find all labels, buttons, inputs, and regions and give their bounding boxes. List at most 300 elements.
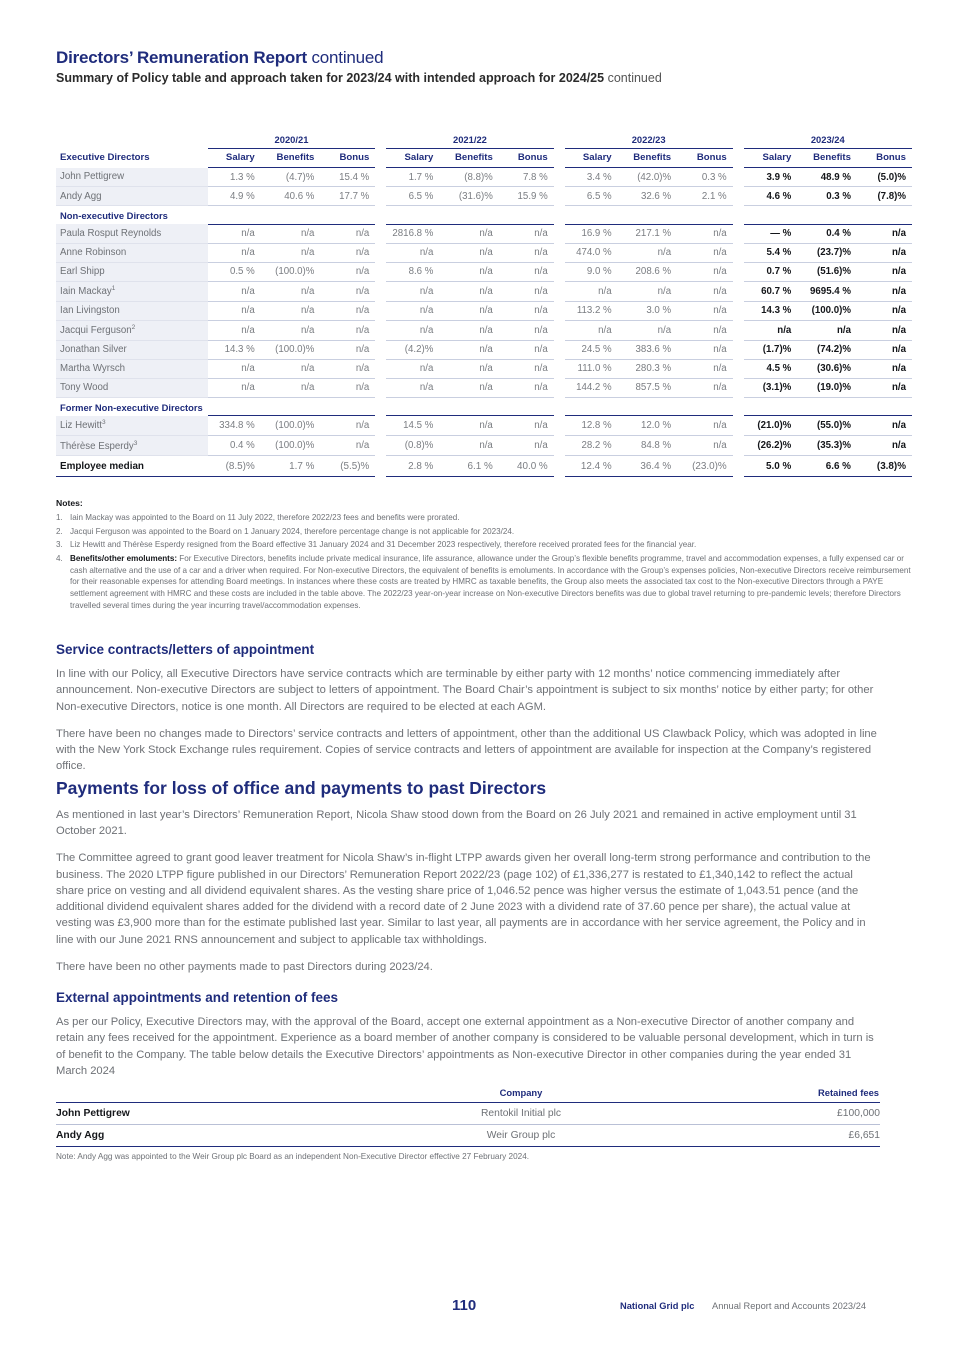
year-header-2020-21: 2020/21 [208,134,376,149]
cell-value: (30.6)% [797,359,857,378]
cell-value: n/a [677,320,733,340]
column-gap [733,456,744,477]
column-gap [733,359,744,378]
cell-value: n/a [565,281,618,301]
director-name: Tony Wood [56,378,208,397]
external-appointments-heading: External appointments and retention of fees [56,990,339,1005]
column-gap [375,243,386,262]
page-subtitle-main: Summary of Policy table and approach taken for 2023/24 with intended approach for 2024/25 [56,71,605,86]
cell-value: n/a [208,224,261,243]
year-header-2021-22: 2021/22 [386,134,554,149]
cell-value: 16.9 % [565,224,618,243]
column-gap [554,416,565,436]
cell-value: n/a [261,378,321,397]
page-title-main: Directors’ Remuneration Report [56,48,307,67]
cell-value: 40.0 % [499,456,554,477]
cell-value: n/a [677,243,733,262]
column-gap [375,456,386,477]
column-gap [554,149,565,168]
cell-value: n/a [439,301,498,320]
cell-value: 9695.4 % [797,281,857,301]
column-gap [733,281,744,301]
column-gap [733,416,744,436]
cell-value: n/a [386,359,439,378]
cell-value: n/a [439,224,498,243]
cell-value: n/a [439,320,498,340]
cell-value: 12.4 % [565,456,618,477]
table-row [56,262,912,281]
table-row [56,359,912,378]
external-appointments-table [56,1086,880,1147]
column-gap [733,397,744,416]
cell-value: 14.3 % [208,340,261,359]
table-total-row [56,456,912,477]
cell-value: n/a [618,281,677,301]
table-row [56,436,912,456]
cell-value: (1.7)% [744,340,798,359]
cell-value: n/a [320,340,375,359]
table-section-heading-row [56,397,912,416]
cell-value: 6.5 % [565,187,618,206]
cell-value: n/a [744,320,798,340]
cell-value: n/a [386,281,439,301]
column-gap [375,397,386,416]
cell-value: 3.4 % [565,168,618,187]
cell-value: n/a [439,436,498,456]
column-gap [554,134,565,149]
cell-value: n/a [320,262,375,281]
cell-value: 0.7 % [744,262,798,281]
note-body: Iain Mackay was appointed to the Board on 11 July 2022, therefore 2022/23 fees and benefits were prorated. [70,513,460,522]
cell-value: 4.9 % [208,187,261,206]
appointment-company: Rentokil Initial plc [356,1103,686,1125]
table-row [56,416,912,436]
cell-value: (8.5)% [208,456,261,477]
column-gap [733,436,744,456]
column-gap [733,301,744,320]
table-row [56,187,912,206]
column-gap [733,187,744,206]
table-row [56,301,912,320]
cell-value: 15.4 % [320,168,375,187]
column-header-benefits-2023-24: Benefits [797,149,857,168]
cell-value: n/a [261,301,321,320]
note-number: 3. [56,540,63,550]
director-name: Earl Shipp [56,262,208,281]
table-section-heading-row [56,206,912,225]
cell-value: (7.8)% [857,187,912,206]
column-gap [733,320,744,340]
cell-value: (23.0)% [677,456,733,477]
table-row [56,378,912,397]
cell-value: 40.6 % [261,187,321,206]
cell-value: 280.3 % [618,359,677,378]
cell-value: n/a [208,243,261,262]
cell-value: 9.0 % [565,262,618,281]
director-name: Paula Rosput Reynolds [56,224,208,243]
cell-value: n/a [857,320,912,340]
column-header-benefits-2022-23: Benefits [618,149,677,168]
column-header-bonus-2022-23: Bonus [677,149,733,168]
note-text [70,553,916,612]
cell-value: n/a [499,301,554,320]
cell-value: n/a [320,224,375,243]
notes-title: Notes: [56,498,83,508]
page-number: 110 [452,1297,477,1314]
footnote-marker: 1 [111,285,116,292]
cell-value: (55.0)% [797,416,857,436]
column-gap [554,436,565,456]
column-header-salary-2022-23: Salary [565,149,618,168]
note-body: Jacqui Ferguson was appointed to the Board on 1 January 2024, therefore percentage change is not applicable for 2023/24. [70,526,515,536]
column-gap [554,301,565,320]
director-name: Jacqui Ferguson$^2$ [56,320,208,340]
cell-value: n/a [618,243,677,262]
cell-value: 4.6 % [744,187,798,206]
note-text [70,526,916,538]
cell-value: n/a [439,262,498,281]
payments-loss-office-paragraph-1: As mentioned in last year’s Directors’ Remuneration Report, Nicola Shaw stood down from the Board on 26 July 2021 and remained in active employment until 31 October 2021. [56,809,857,838]
appointment-director-name: Andy Agg [56,1125,356,1147]
column-gap [733,340,744,359]
cell-value: n/a [208,281,261,301]
column-gap [375,134,386,149]
table-column-header-row [56,149,912,168]
column-gap [554,187,565,206]
cell-value: (51.6)% [797,262,857,281]
column-header-benefits-2020-21: Benefits [261,149,321,168]
cell-value: n/a [261,359,321,378]
cell-value: (4.2)% [386,340,439,359]
cell-value: 14.5 % [386,416,439,436]
section-payments-loss-of-office [56,778,880,975]
note-text [70,539,916,551]
cell-value: n/a [261,243,321,262]
appointments-header-row [56,1086,880,1103]
year-header-2022-23: 2022/23 [565,134,733,149]
appointment-director-name: John Pettigrew [56,1103,356,1125]
cell-value: n/a [439,416,498,436]
table-row [56,281,912,301]
year-header-blank [56,134,208,149]
cell-value: n/a [857,224,912,243]
column-gap [375,378,386,397]
page-subtitle-continued: continued [607,71,662,86]
cell-value: n/a [320,416,375,436]
cell-value: — % [744,224,798,243]
cell-value: n/a [677,281,733,301]
cell-value: n/a [499,243,554,262]
cell-value: (3.1)% [744,378,798,397]
cell-value: n/a [857,436,912,456]
cell-value: n/a [261,281,321,301]
column-gap [375,301,386,320]
column-gap [554,243,565,262]
cell-value: 60.7 % [744,281,798,301]
cell-value: 857.5 % [618,378,677,397]
table-row [56,224,912,243]
table-row [56,168,912,187]
cell-value: n/a [439,340,498,359]
cell-value: 208.6 % [618,262,677,281]
appointments-table-row [56,1125,880,1147]
cell-value: n/a [320,243,375,262]
note-lead: Benefits/other emoluments: [70,553,178,563]
cell-value: n/a [677,224,733,243]
cell-value: (8.8)% [439,168,498,187]
cell-value: 84.8 % [618,436,677,456]
column-gap [733,243,744,262]
cell-value: n/a [857,359,912,378]
cell-value: n/a [677,359,733,378]
cell-value: n/a [499,340,554,359]
column-gap [733,262,744,281]
cell-value: n/a [261,224,321,243]
column-gap [375,168,386,187]
cell-value: (0.8)% [386,436,439,456]
note-item [56,553,916,612]
appointment-company: Weir Group plc [356,1125,686,1147]
service-contracts-paragraph-2: There have been no changes made to Directors’ service contracts and letters of appointment, other than the additional US Clawback Policy, which was adopted in line with the New York Stock Exchange rules requirement. Copies of service contracts and letters of appointment are available for inspection at the Company’s registered office. [56,727,877,773]
section-rule [208,206,376,225]
cell-value: 12.8 % [565,416,618,436]
director-name: Liz Hewitt$^3$ [56,416,208,436]
table-row [56,243,912,262]
section-external-appointments [56,990,880,1079]
column-gap [554,397,565,416]
service-contracts-heading: Service contracts/letters of appointment [56,642,315,657]
cell-value: n/a [499,281,554,301]
column-gap [554,359,565,378]
note-item [56,539,916,551]
cell-value: n/a [320,320,375,340]
cell-value: 6.5 % [386,187,439,206]
cell-value: n/a [499,262,554,281]
cell-value: 4.5 % [744,359,798,378]
appointment-retained-fees: £6,651 [686,1125,880,1147]
director-name: Martha Wyrsch [56,359,208,378]
cell-value: 17.7 % [320,187,375,206]
cell-value: n/a [261,320,321,340]
cell-value: 6.6 % [797,456,857,477]
payments-loss-office-paragraph-3: There have been no other payments made to past Directors during 2023/24. [56,960,433,973]
footer-brand: National Grid plc [620,1301,695,1311]
cell-value: (100.0)% [797,301,857,320]
cell-value: 48.9 % [797,168,857,187]
note-item [56,512,916,524]
cell-value: (100.0)% [261,262,321,281]
cell-value: n/a [499,224,554,243]
note-number: 1. [56,513,63,522]
cell-value: n/a [386,243,439,262]
service-contracts-paragraph-1: In line with our Policy, all Executive Directors have service contracts which are terminable by either party with 12 months’ notice commencing immediately after announcement. Non-executive Directors are subject to letters of appointment. The Board Chair’s appointment is subject to six months’ notice by either party; for other Non-executive Directors, notice is one month. All Directors are required to be elected at each AGM. [56,668,874,713]
director-name: Iain Mackay$^1$ [56,281,208,301]
payments-loss-office-paragraph-2: The Committee agreed to grant good leaver treatment for Nicola Shaw’s in-flight LTPP awards given her overall long-term strong performance and contribution to the business. The 2020 LTPP figure published in our Directors’ Remuneration Report 2022/23 (page 102) of £1,336,277 is restated to £1,340,142 to reflect the actual share price on vesting and all dividend equivalent shares. As the vesting share price of 1,046.52 pence was higher versus the estimate of 1,043.51 pence (and the additional dividend equivalent shares added for the dividend with a record date of 2 June 2023 with a dividend rate of 37.60 pence per share), the actual value at vesting was £3,900 more than for the estimate published last year. Similar to last year, all payments are in accordance with her service agreement, the Policy and in line with our June 2021 RNS announcement and subject to applicable tax withholdings. [56,852,871,946]
cell-value: 24.5 % [565,340,618,359]
note-item [56,526,916,538]
cell-value: 3.9 % [744,168,798,187]
cell-value: 334.8 % [208,416,261,436]
column-gap [554,281,565,301]
column-header-salary-2023-24: Salary [744,149,798,168]
cell-value: n/a [677,378,733,397]
cell-value: n/a [677,340,733,359]
column-gap [733,224,744,243]
column-header-bonus-2023-24: Bonus [857,149,912,168]
cell-value: n/a [320,359,375,378]
section-rule [565,206,733,225]
column-gap [733,206,744,225]
footnote-marker: 3 [102,419,106,427]
cell-value: n/a [677,301,733,320]
column-gap [554,168,565,187]
cell-value: (74.2)% [797,340,857,359]
column-gap [733,149,744,168]
page-footer [0,1297,965,1321]
note-body: Liz Hewitt and Thérèse Esperdy resigned from the Board effective 31 January 2024 and 31 December 2023 respectively, therefore received prorated fees for the financial year. [70,540,697,550]
column-gap [554,224,565,243]
remuneration-percentage-change-table [56,134,912,477]
appointments-header-company: Company [356,1086,686,1103]
cell-value: 6.1 % [439,456,498,477]
cell-value: n/a [439,281,498,301]
cell-value: (42.0)% [618,168,677,187]
cell-value: (35.3)% [797,436,857,456]
cell-value: n/a [857,281,912,301]
column-gap [554,262,565,281]
cell-value: 2.8 % [386,456,439,477]
section-rule [744,397,912,416]
cell-value: 32.6 % [618,187,677,206]
page-subtitle [56,71,912,87]
column-gap [375,416,386,436]
cell-value: 28.2 % [565,436,618,456]
column-header-executive-directors: Executive Directors [60,152,150,163]
section-heading-label: Former Non-executive Directors [60,401,203,413]
cell-value: n/a [386,320,439,340]
cell-value: 144.2 % [565,378,618,397]
note-text [70,512,916,524]
cell-value: n/a [797,320,857,340]
cell-value: n/a [208,378,261,397]
cell-value: (100.0)% [261,436,321,456]
director-name: John Pettigrew [56,168,208,187]
column-gap [375,224,386,243]
payments-loss-office-heading: Payments for loss of office and payments to past Directors [56,778,547,798]
cell-value: n/a [677,416,733,436]
cell-value: 12.0 % [618,416,677,436]
section-heading-label: Non-executive Directors [60,210,168,221]
column-header-benefits-2021-22: Benefits [439,149,498,168]
cell-value: n/a [208,301,261,320]
cell-value: n/a [208,320,261,340]
year-header-2023-24: 2023/24 [744,134,912,149]
document-header [56,48,912,87]
cell-value: n/a [208,359,261,378]
cell-value: 14.3 % [744,301,798,320]
cell-value: 5.0 % [744,456,798,477]
cell-value: 1.7 % [261,456,321,477]
director-name: Thérèse Esperdy$^3$ [56,436,208,456]
column-header-bonus-2021-22: Bonus [499,149,554,168]
cell-value: n/a [499,436,554,456]
column-gap [554,456,565,477]
column-gap [554,340,565,359]
cell-value: n/a [320,281,375,301]
external-appointments-note: Note: Andy Agg was appointed to the Weir Group plc Board as an independent Non-Executive Director effective 27 February 2024. [56,1152,530,1161]
cell-value: n/a [857,378,912,397]
table-row [56,320,912,340]
column-gap [375,281,386,301]
cell-value: 1.7 % [386,168,439,187]
cell-value: n/a [386,301,439,320]
cell-value: 1.3 % [208,168,261,187]
footnote-marker: 2 [131,324,136,332]
cell-value: 0.3 % [797,187,857,206]
cell-value: (100.0)% [261,340,321,359]
note-body: For Executive Directors, benefits include private medical insurance, life assurance, allowance under the Group’s flexible benefits programme, travel and accommodation expenses, a fully expensed car or cash alternative and the use of a car and a driver when required. For Non-executive Directors, the equivalent of benefits is emoluments. In accordance with the Group’s expenses policies, Non-executive Directors receive reimbursement for their reasonable expenses for attending Board meetings. In instances where these costs are treated by HMRC as taxable benefits, the Group also meets the associated tax cost to the Non-executive Directors through a PAYE settlement agreement with HMRC and these costs are included in the table above. The 2022/23 year-on-year increase on Non-executive Directors benefits was due to global travel returning to pre-pandemic levels; therefore Directors travelled several times during the year incurring travel/accommodation expenses. [70,553,911,610]
column-gap [375,262,386,281]
column-gap [375,436,386,456]
cell-value: n/a [499,416,554,436]
note-number: 2. [56,526,63,536]
cell-value: n/a [618,320,677,340]
appointment-retained-fees: £100,000 [686,1103,880,1125]
cell-value: n/a [857,243,912,262]
notes-block [56,498,916,613]
appointments-header-blank [56,1086,356,1103]
cell-value: n/a [857,301,912,320]
page-title [56,48,912,68]
cell-value: n/a [857,340,912,359]
column-gap [733,134,744,149]
cell-value: 7.8 % [499,168,554,187]
section-rule [744,206,912,225]
cell-value: n/a [320,436,375,456]
cell-value: (5.0)% [857,168,912,187]
column-header-salary-2020-21: Salary [208,149,261,168]
column-gap [375,340,386,359]
appointments-table-row [56,1103,880,1125]
director-name: Ian Livingston [56,301,208,320]
section-rule [386,206,554,225]
section-rule [208,397,376,416]
cell-value: 474.0 % [565,243,618,262]
column-gap [375,149,386,168]
cell-value: n/a [499,359,554,378]
external-appointments-paragraph-1: As per our Policy, Executive Directors may, with the approval of the Board, accept one external appointment as a Non-executive Director of another company and retain any fees received for the appointment. Experience as a board member of another company is considered to be valuable personal development, which in turn is of benefit to the Company. The table below details the Executive Directors’ appointments as Non-executive Director in other companies during the year ended 31 March 2024 [56,1016,874,1077]
director-name: Anne Robinson [56,243,208,262]
column-header-bonus-2020-21: Bonus [320,149,375,168]
cell-value: n/a [565,320,618,340]
cell-value: 2.1 % [677,187,733,206]
cell-value: 0.5 % [208,262,261,281]
table-year-header-row [56,134,912,149]
cell-value: (23.7)% [797,243,857,262]
cell-value: n/a [439,378,498,397]
note-number: 4. [56,553,63,563]
cell-value: 0.4 % [208,436,261,456]
footnote-marker: 3 [133,439,138,447]
cell-value: (21.0)% [744,416,798,436]
cell-value: (5.5)% [320,456,375,477]
column-header-salary-2021-22: Salary [386,149,439,168]
footer-report-name: Annual Report and Accounts 2023/24 [712,1301,867,1311]
column-gap [554,206,565,225]
cell-value: n/a [386,378,439,397]
cell-value: 217.1 % [618,224,677,243]
director-name: Andy Agg [56,187,208,206]
